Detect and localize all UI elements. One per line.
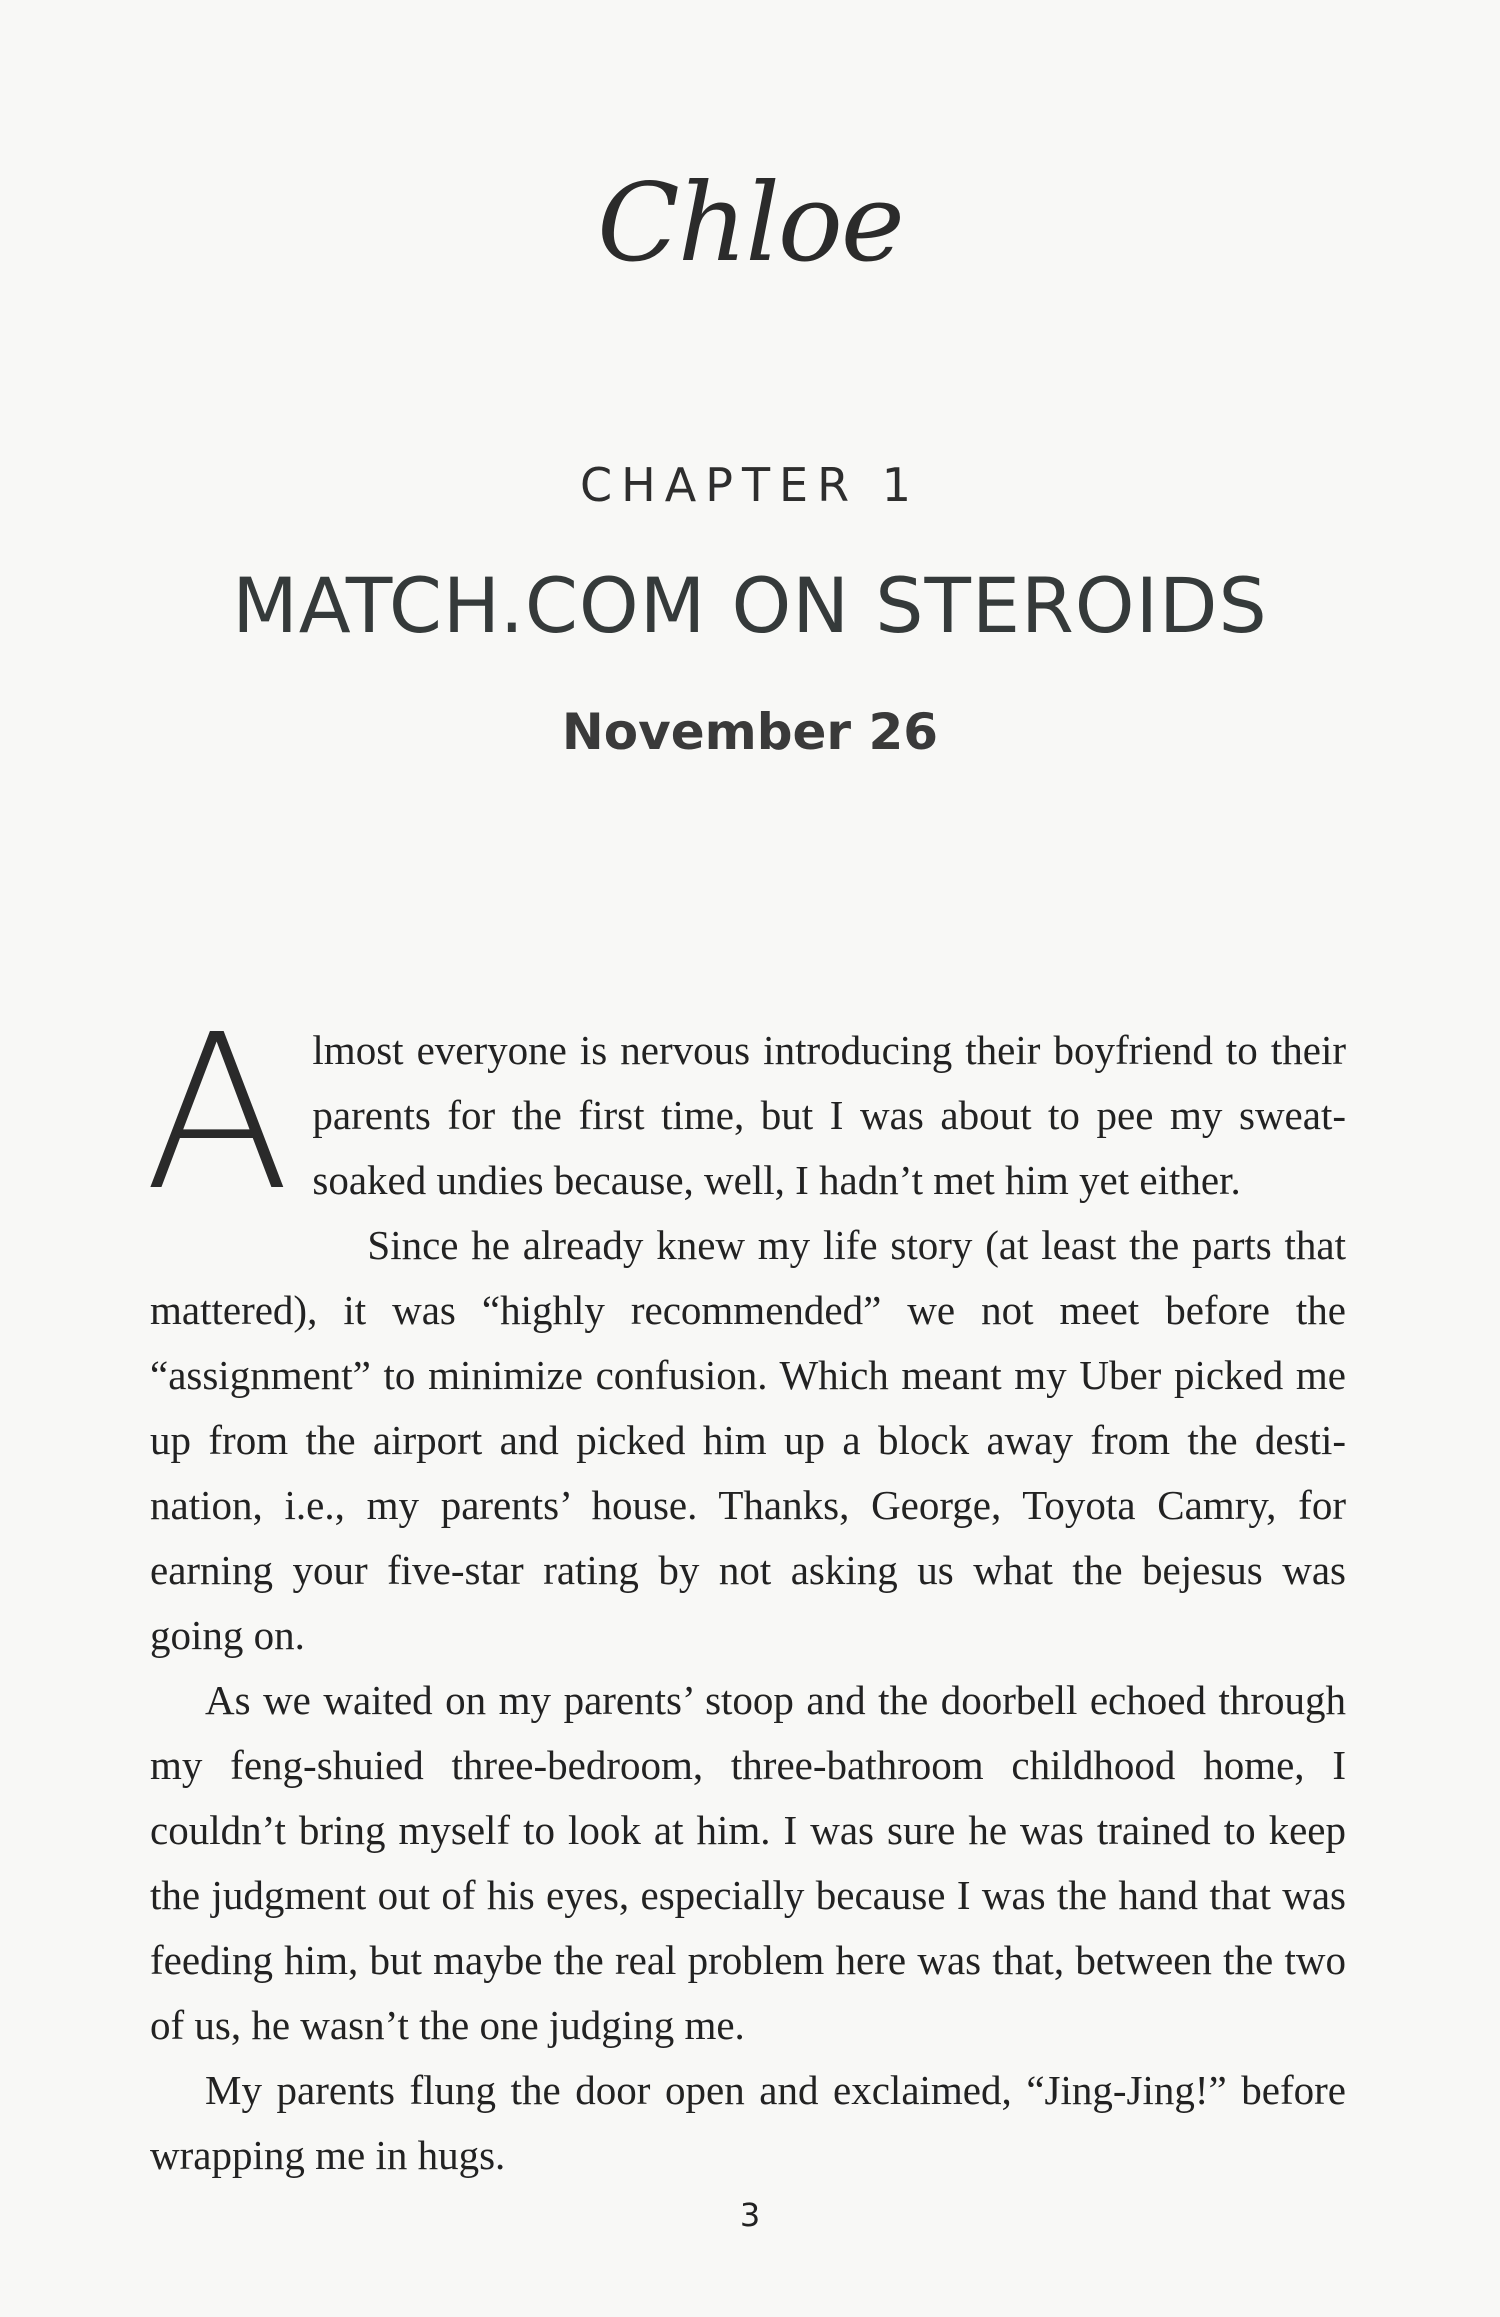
paragraph-2: Since he already knew my life story (at least the parts that mattered), it was “highly recommended” we not meet before the “assignment” to minimize confusion. Which meant my Uber picked me up from the airport and picked him up a block away from the destination, i.e., my parents’ house. Thanks, George, Toyota Camry, for earning your five-star rating by not asking us what the bejesus was going on. bbox=[150, 1222, 1346, 1658]
chapter-number: CHAPTER 1 bbox=[580, 458, 920, 512]
paragraph-3: As we waited on my parents’ stoop and the doorbell echoed through my feng-shuied three-bedroom, three-bathroom childhood home, I couldn’t bring myself to look at him. I was sure he was trained to keep the judgment out of his eyes, especially because I was the hand that was feeding him, but maybe the real problem here was that, between the two of us, he wasn’t the one judging me. bbox=[150, 1677, 1346, 2048]
page-number: 3 bbox=[739, 2196, 761, 2234]
chapter-title: MATCH.COM ON STEROIDS bbox=[232, 561, 1268, 650]
chapter-date: November 26 bbox=[561, 703, 939, 761]
pov-character-name: Chloe bbox=[597, 161, 903, 286]
paragraph-1 bbox=[144, 989, 1346, 1238]
paragraph-1-text: lmost everyone is nervous introducing their boyfriend to their parents for the first time, but I was about to pee my sweat-soaked undies because, well, I hadn’t met him yet either. bbox=[312, 1027, 1346, 1203]
chapter-body bbox=[144, 989, 1346, 2188]
drop-cap: A bbox=[144, 989, 291, 1238]
paragraph-4: My parents flung the door open and exclaimed, “Jing-Jing!” before wrapping me in hugs. bbox=[150, 2067, 1346, 2178]
